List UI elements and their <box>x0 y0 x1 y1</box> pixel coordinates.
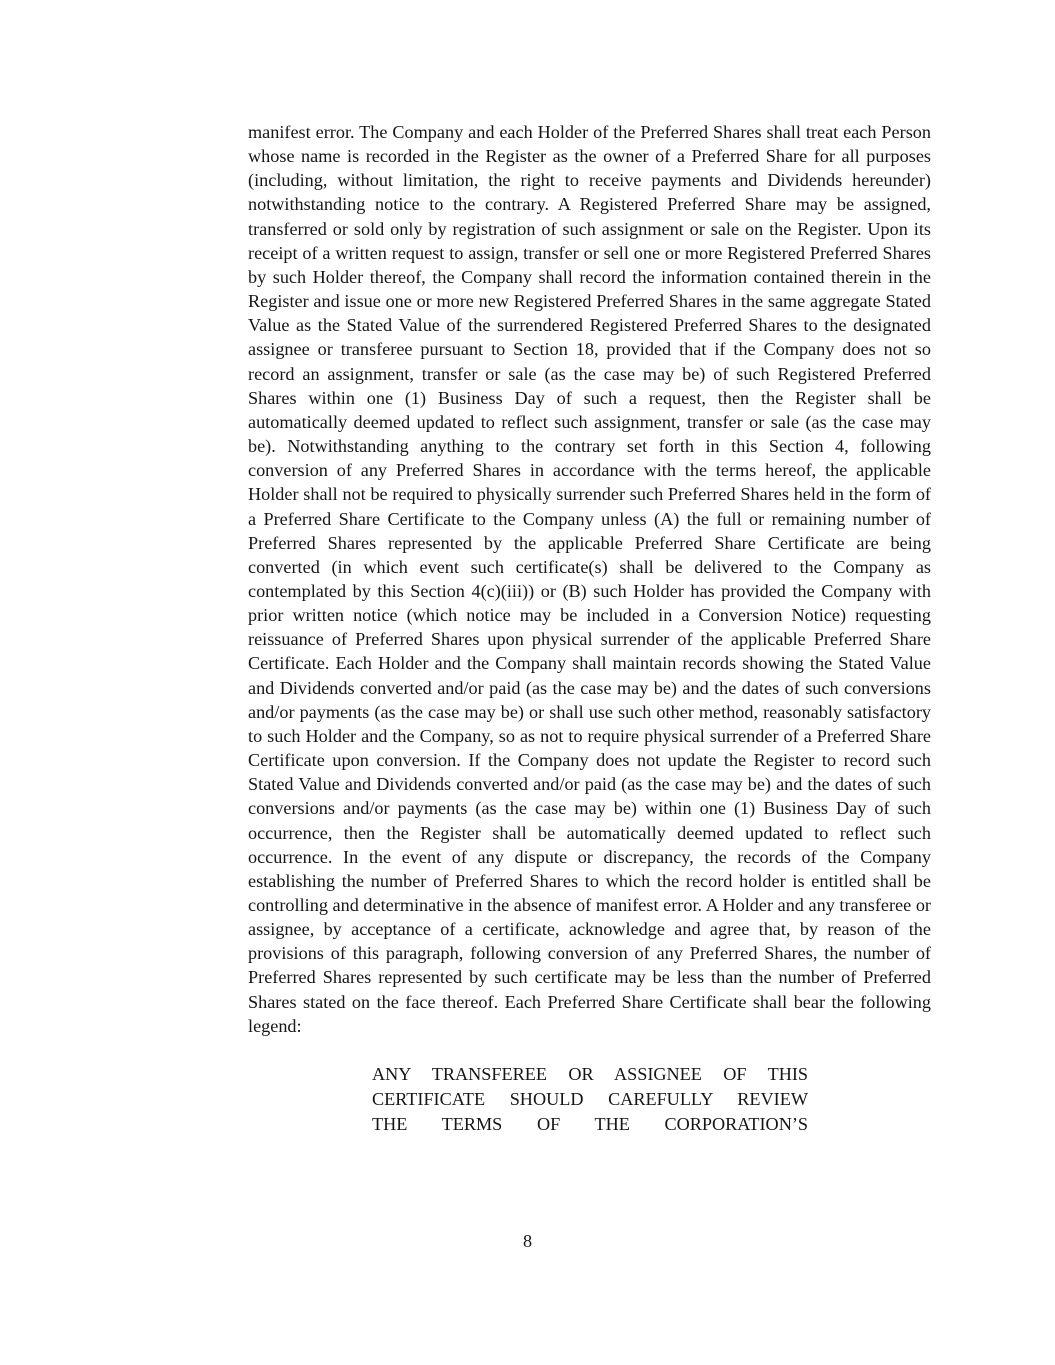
page-number: 8 <box>522 1231 533 1251</box>
text-block <box>248 120 931 1137</box>
legend-line: THE TERMS OF THE CORPORATION’S <box>372 1113 808 1134</box>
legend-line: CERTIFICATE SHOULD CAREFULLY REVIEW <box>372 1088 808 1109</box>
certificate-legend <box>372 1062 808 1137</box>
body-paragraph: manifest error. The Company and each Holder of the Preferred Shares shall treat each Person whose name is recorded in the Register as the owner of a Preferred Share for all purposes (including, without limitation, the right to receive payments and Dividends hereunder) notwithstanding notice to the contrary. A Registered Preferred Share may be assigned, transferred or sold only by registration of such assignment or sale on the Register. Upon its receipt of a written request to assign, transfer or sell one or more Registered Preferred Shares by such Holder thereof, the Company shall record the information contained therein in the Register and issue one or more new Registered Preferred Shares in the same aggregate Stated Value as the Stated Value of the surrendered Registered Preferred Shares to the designated assignee or transferee pursuant to Section 18, provided that if the Company does not so record an assignment, transfer or sale (as the case may be) of such Registered Preferred Shares within one (1) Business Day of such a request, then the Register shall be automatically deemed updated to reflect such assignment, transfer or sale (as the case may be). Notwithstanding anything to the contrary set forth in this Section 4, following conversion of any Preferred Shares in accordance with the terms hereof, the applicable Holder shall not be required to physically surrender such Preferred Shares held in the form of a Preferred Share Certificate to the Company unless (A) the full or remaining number of Preferred Shares represented by the applicable Preferred Share Certificate are being converted (in which event such certificate(s) shall be delivered to the Company as contemplated by this Section 4(c)(iii)) or (B) such Holder has provided the Company with prior written notice (which notice may be included in a Conversion Notice) requesting reissuance of Preferred Shares upon physical surrender of the applicable Preferred Share Certificate. Each Holder and the Company shall maintain records showing the Stated Value and Dividends converted and/or paid (as the case may be) and the dates of such conversions and/or payments (as the case may be) or shall use such other method, reasonably satisfactory to such Holder and the Company, so as not to require physical surrender of a Preferred Share Certificate upon conversion. If the Company does not update the Register to record such Stated Value and Dividends converted and/or paid (as the case may be) and the dates of such conversions and/or payments (as the case may be) within one (1) Business Day of such occurrence, then the Register shall be automatically deemed updated to reflect such occurrence. In the event of any dispute or discrepancy, the records of the Company establishing the number of Preferred Shares to which the record holder is entitled shall be controlling and determinative in the absence of manifest error. A Holder and any transferee or assignee, by acceptance of a certificate, acknowledge and agree that, by reason of the provisions of this paragraph, following conversion of any Preferred Shares, the number of Preferred Shares represented by such certificate may be less than the number of Preferred Shares stated on the face thereof. Each Preferred Share Certificate shall bear the following legend: <box>248 122 931 1036</box>
legend-line: ANY TRANSFEREE OR ASSIGNEE OF THIS <box>372 1063 808 1084</box>
